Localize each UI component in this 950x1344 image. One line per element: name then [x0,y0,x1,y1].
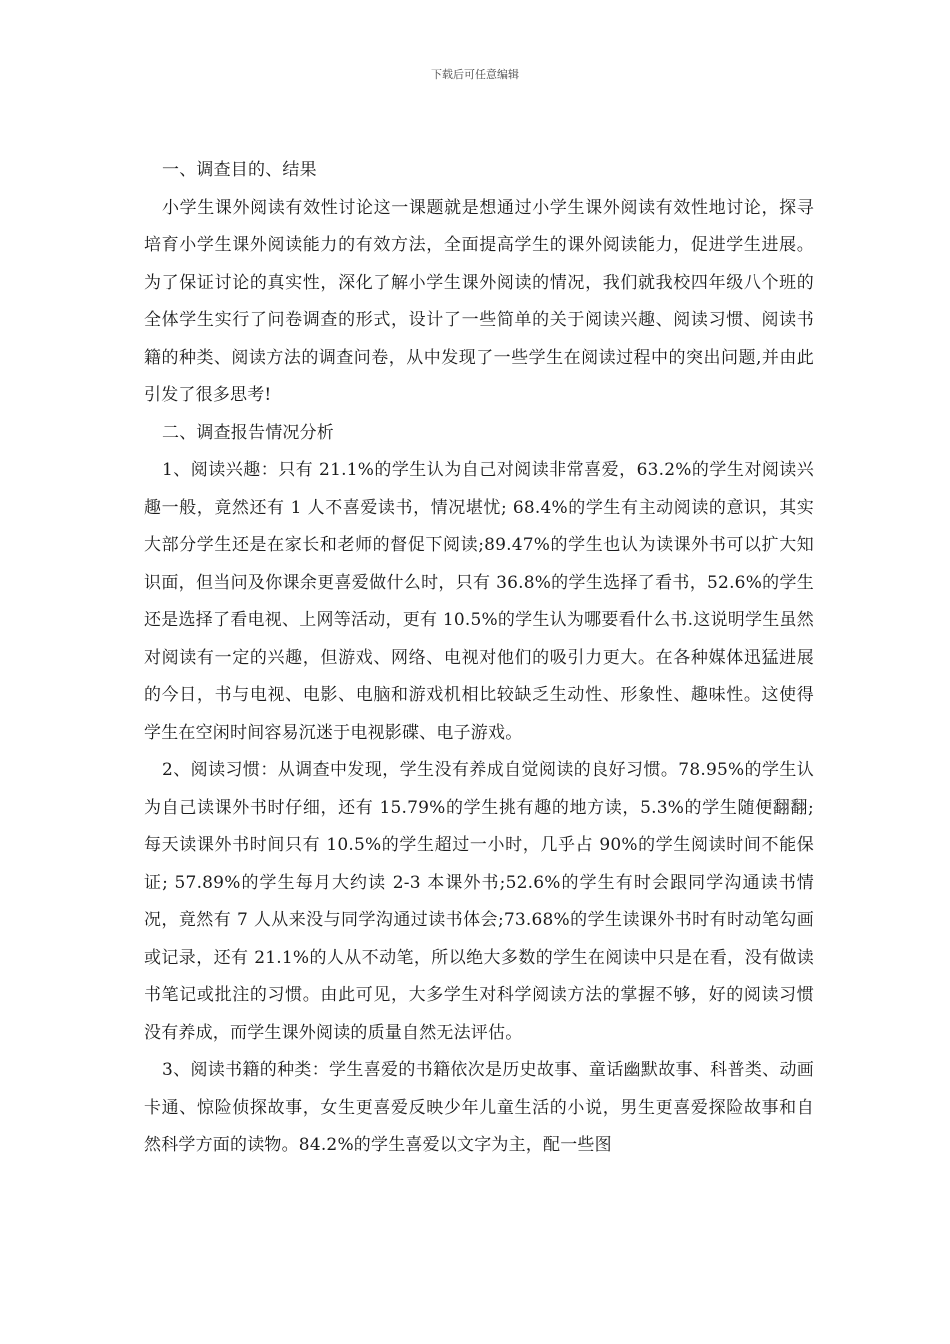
paragraph-reading-interest: 1、阅读兴趣：只有 21.1%的学生认为自己对阅读非常喜爱，63.2%的学生对阅读兴趣一般，竟然还有 1 人不喜爱读书，情况堪忧; 68.4%的学生有主动阅读的意识，其实大部分学生还是在家长和老师的督促下阅读;89.47%的学生也认为读课外书可以扩大知识面，但当问及你课余更喜爱做什么时，只有 36.8%的学生选择了看书，52.6%的学生还是选择了看电视、上网等活动，更有 10.5%的学生认为哪要看什么书.这说明学生虽然对阅读有一定的兴趣，但游戏、网络、电视对他们的吸引力更大。在各种媒体迅猛进展的今日，书与电视、电影、电脑和游戏机相比较缺乏生动性、形象性、趣味性。这使得学生在空闲时间容易沉迷于电视影碟、电子游戏。 [144,460,814,743]
paragraph-purpose: 小学生课外阅读有效性讨论这一课题就是想通过小学生课外阅读有效性地讨论，探寻培育小学生课外阅读能力的有效方法，全面提高学生的课外阅读能力，促进学生进展。为了保证讨论的真实性，深化了解小学生课外阅读的情况，我们就我校四年级八个班的全体学生实行了问卷调查的形式，设计了一些简单的关于阅读兴趣、阅读习惯、阅读书籍的种类、阅读方法的调查问卷，从中发现了一些学生在阅读过程中的突出问题,并由此引发了很多思考! [144,197,814,405]
page-header: 下载后可任意编辑 [431,68,519,81]
section-heading-purpose: 一、调查目的、结果 [162,160,317,180]
document-body [144,152,814,1165]
paragraph-book-types: 3、阅读书籍的种类：学生喜爱的书籍依次是历史故事、童话幽默故事、科普类、动画卡通、惊险侦探故事，女生更喜爱反映少年儿童生活的小说，男生更喜爱探险故事和自然科学方面的读物。84.2%的学生喜爱以文字为主，配一些图 [144,1060,814,1155]
section-heading-analysis: 二、调查报告情况分析 [162,422,334,443]
paragraph-reading-habits: 2、阅读习惯：从调查中发现，学生没有养成自觉阅读的良好习惯。78.95%的学生认为自己读课外书时仔细，还有 15.79%的学生挑有趣的地方读，5.3%的学生随便翻翻;每天读课外书时间只有 10.5%的学生超过一小时，几乎占 90%的学生阅读时间不能保证; 57.89%的学生每月大约读 2-3 本课外书;52.6%的学生有时会跟同学沟通读书情况，竟然有 7 人从来没与同学沟通过读书体会;73.68%的学生读课外书时有时动笔勾画或记录，还有 21.1%的人从不动笔，所以绝大多数的学生在阅读中只是在看，没有做读书笔记或批注的习惯。由此可见，大多学生对科学阅读方法的掌握不够，好的阅读习惯没有养成，而学生课外阅读的质量自然无法评估。 [144,760,814,1043]
